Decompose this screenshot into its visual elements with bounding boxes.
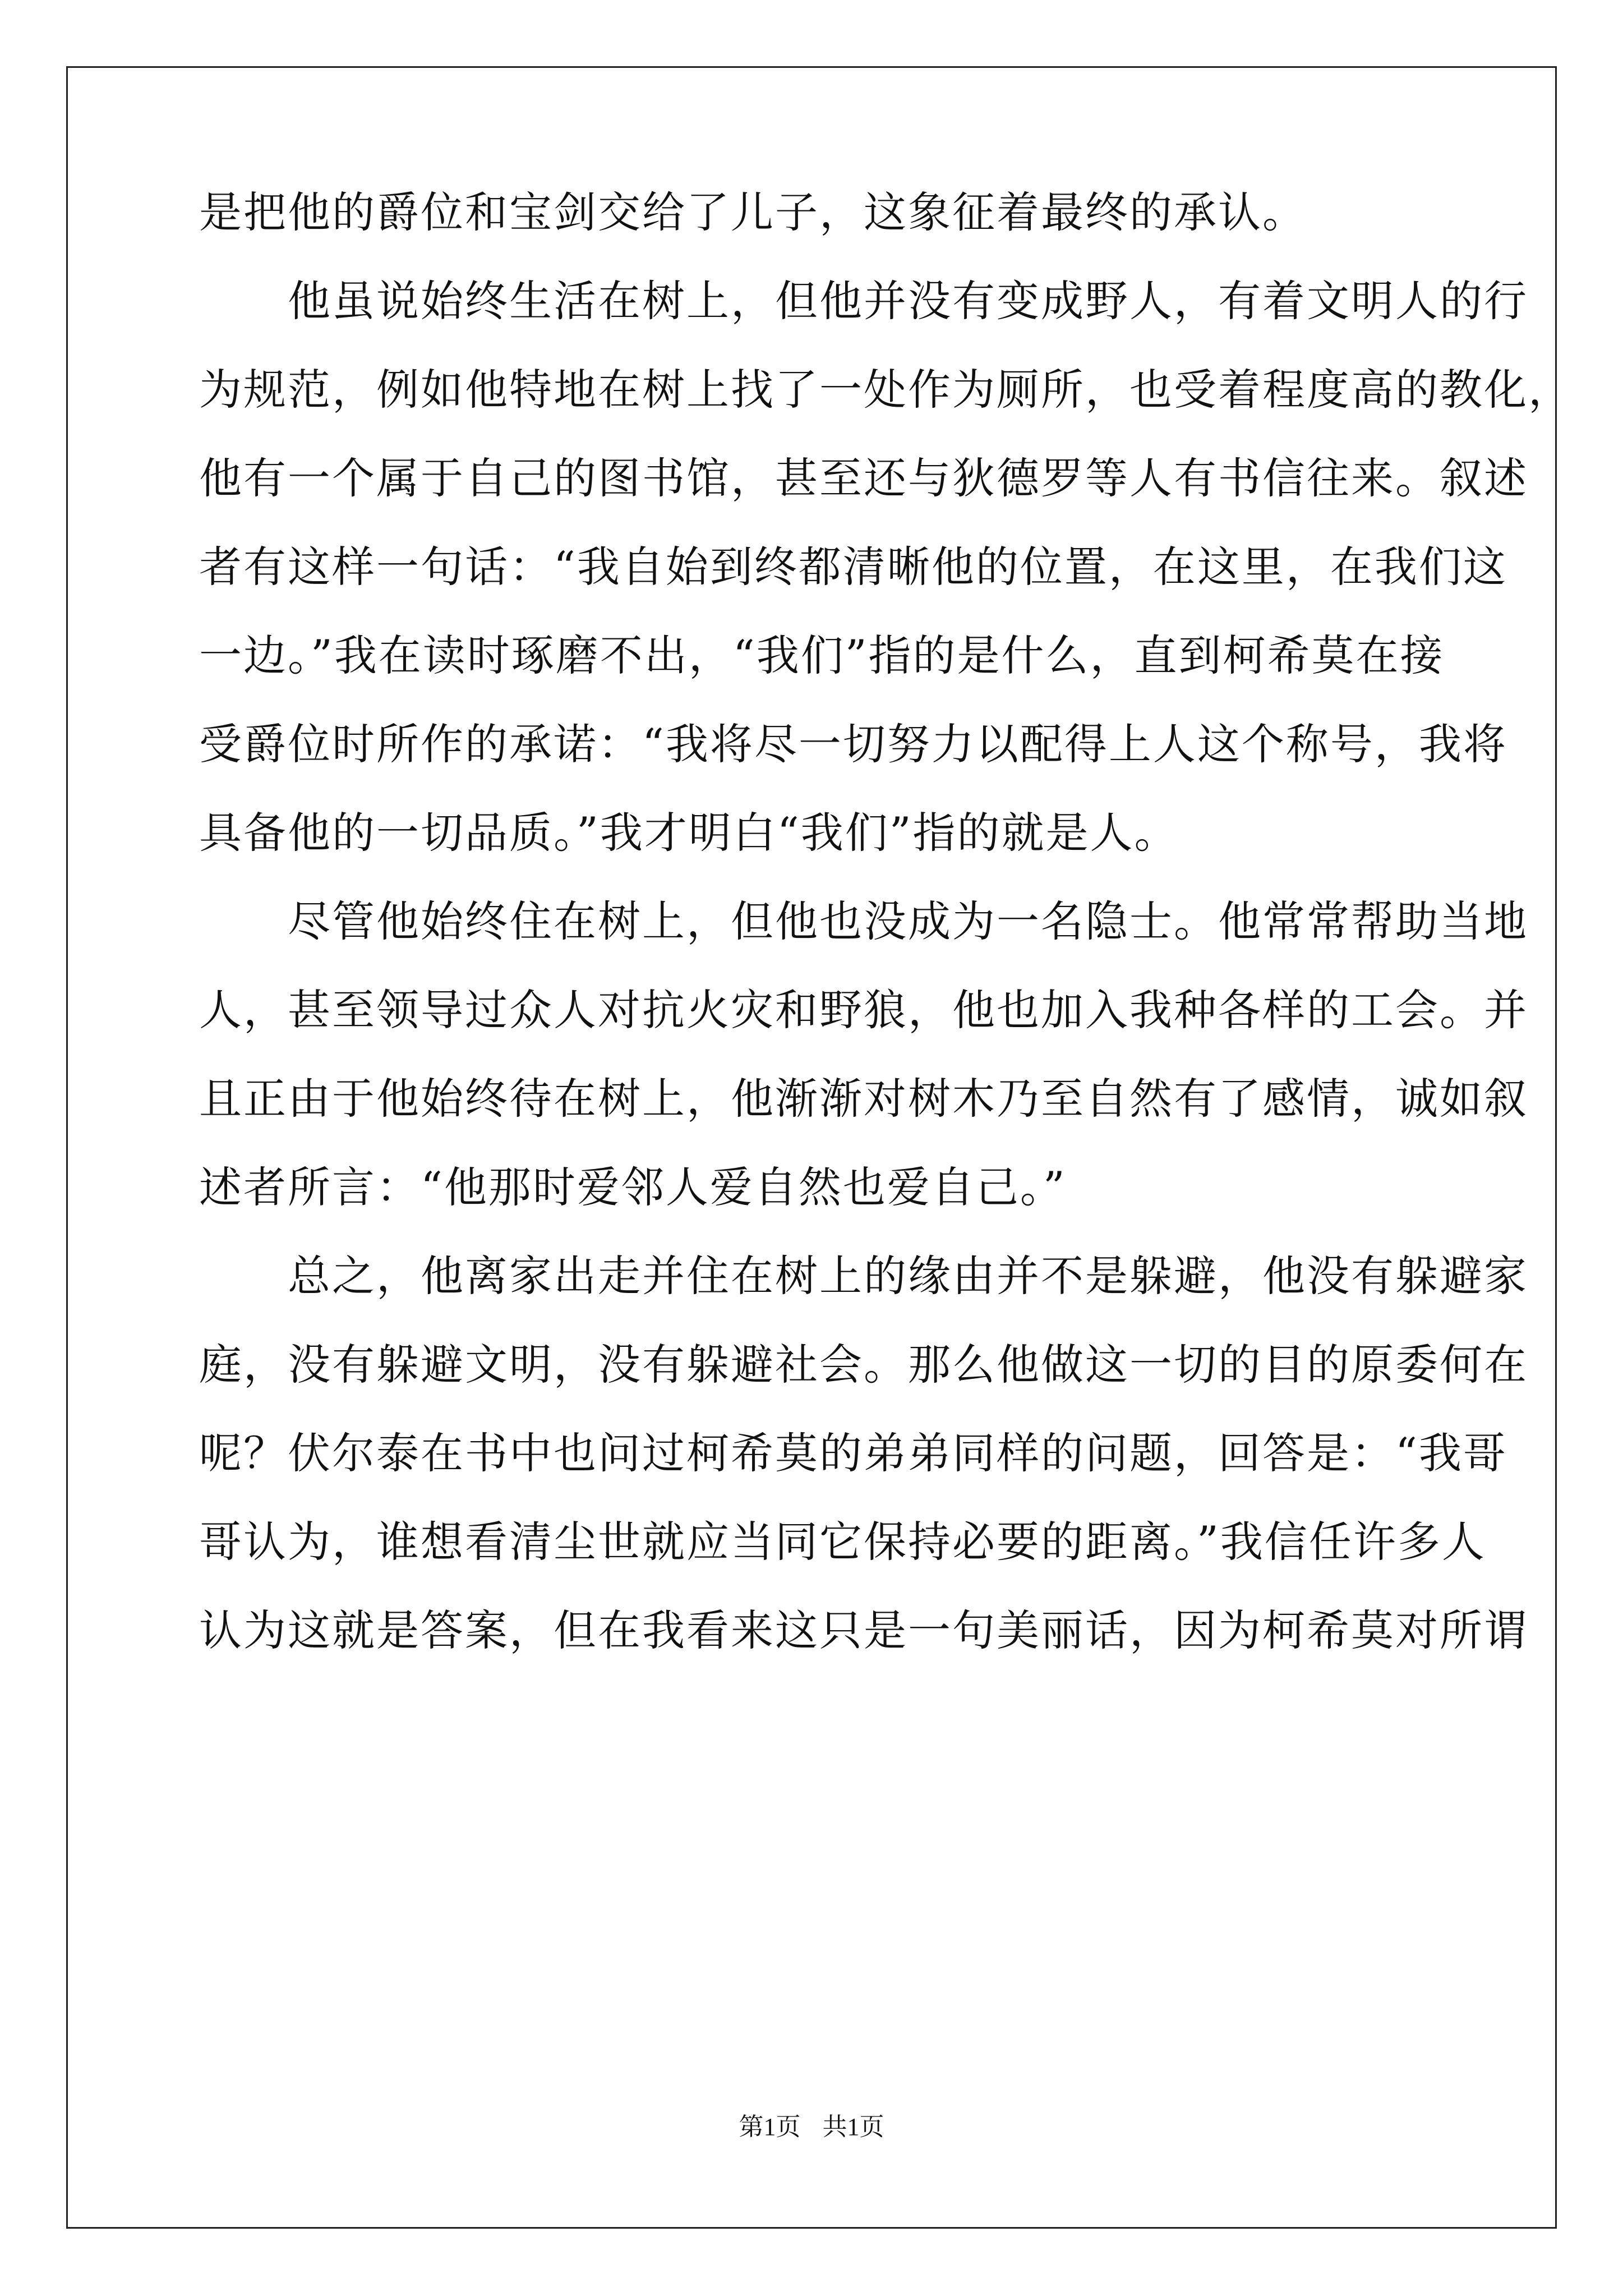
text-line: 述者所言：“他那时爱邻人爱自然也爱自己。” [199,1162,1067,1212]
page-footer [0,2106,1623,2142]
text-line: 呢？伏尔泰在书中也问过柯希莫的弟弟同样的问题，回答是：“我哥 [199,1428,1507,1478]
text-line: 者有这样一句话：“我自始到终都清晰他的位置，在这里，在我们这 [199,542,1507,592]
text-line: 人，甚至领导过众人对抗火灾和野狼，他也加入我种各样的工会。并 [199,985,1528,1035]
text-line: 哥认为，谁想看清尘世就应当同它保持必要的距离。”我信任许多人 [199,1517,1486,1567]
text-line: 庭，没有躲避文明，没有躲避社会。那么他做这一切的目的原委何在 [199,1340,1528,1389]
text-line: 受爵位时所作的承诺：“我将尽一切努力以配得上人这个称号，我将 [199,719,1507,769]
text-line: 且正由于他始终待在树上，他渐渐对树木乃至自然有了感情，诚如叙 [199,1074,1528,1124]
text-line: 尽管他始终住在树上，但他也没成为一名隐士。他常常帮助当地 [199,896,1528,946]
text-line: 一边。”我在读时琢磨不出，“我们”指的是什么，直到柯希莫在接 [199,631,1445,680]
text-line: 他有一个属于自己的图书馆，甚至还与狄德罗等人有书信往来。叙述 [199,453,1528,503]
text-line: 为规范，例如他特地在树上找了一处作为厕所，也受着程度高的教化， [199,365,1573,415]
text-line: 具备他的一切品质。”我才明白“我们”指的就是人。 [199,808,1179,858]
text-line: 他虽说始终生活在树上，但他并没有变成野人，有着文明人的行 [199,276,1528,326]
text-line: 认为这就是答案，但在我看来这只是一句美丽话，因为柯希莫对所谓 [199,1605,1528,1655]
document-body [199,168,1573,1675]
text-line: 总之，他离家出走并住在树上的缘由并不是躲避，他没有躲避家 [199,1251,1528,1301]
text-line: 是把他的爵位和宝剑交给了儿子，这象征着最终的承认。 [199,187,1307,237]
page-total: 共1页 [822,2113,884,2141]
page-number: 第1页 [739,2113,801,2141]
